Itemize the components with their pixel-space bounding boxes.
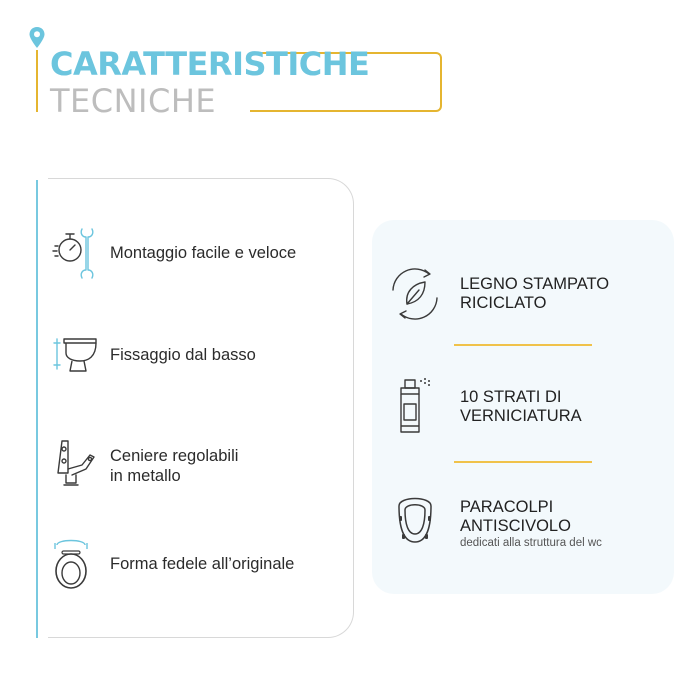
feature-title-line1: PARACOLPI	[460, 498, 554, 516]
feature-label-line2: in metallo	[110, 467, 181, 485]
feature-label: Montaggio facile e veloce	[110, 244, 297, 262]
feature-label: Fissaggio dal basso	[110, 346, 256, 364]
page-subtitle: TECNICHE	[50, 82, 217, 120]
left-card-accent-line	[36, 180, 38, 638]
separator	[454, 461, 592, 463]
seat-bumper-icon	[385, 490, 445, 554]
feature-adjustable-hinges	[52, 435, 352, 495]
feature-title-line1: 10 STRATI DI	[460, 388, 562, 406]
feature-anti-slip-bumpers	[385, 490, 665, 554]
feature-label: Forma fedele all’originale	[110, 555, 295, 573]
hinge-icon	[52, 435, 100, 495]
feature-title-line2: VERNICIATURA	[460, 407, 582, 425]
stopwatch-wrench-icon	[52, 224, 100, 284]
feature-bottom-fixing	[52, 325, 352, 385]
feature-original-shape	[52, 533, 352, 593]
toilet-mount-icon	[52, 325, 100, 385]
feature-subtitle: dedicati alla struttura del wc	[460, 537, 602, 549]
feature-recycled-wood	[385, 262, 665, 326]
feature-title-line2: RICICLATO	[460, 294, 547, 312]
spray-can-icon	[385, 374, 445, 438]
title-accent-line	[36, 50, 38, 112]
feature-easy-assembly	[52, 224, 352, 284]
feature-title-line1: LEGNO STAMPATO	[460, 275, 610, 293]
toilet-seat-icon	[52, 533, 100, 593]
feature-title-line2: ANTISCIVOLO	[460, 517, 571, 535]
page-title: CARATTERISTICHE	[50, 45, 370, 83]
location-pin-icon	[28, 26, 46, 50]
recycle-leaf-icon	[385, 262, 445, 326]
separator	[454, 344, 592, 346]
feature-paint-layers	[385, 374, 665, 438]
feature-label-line1: Ceniere regolabili	[110, 447, 239, 465]
